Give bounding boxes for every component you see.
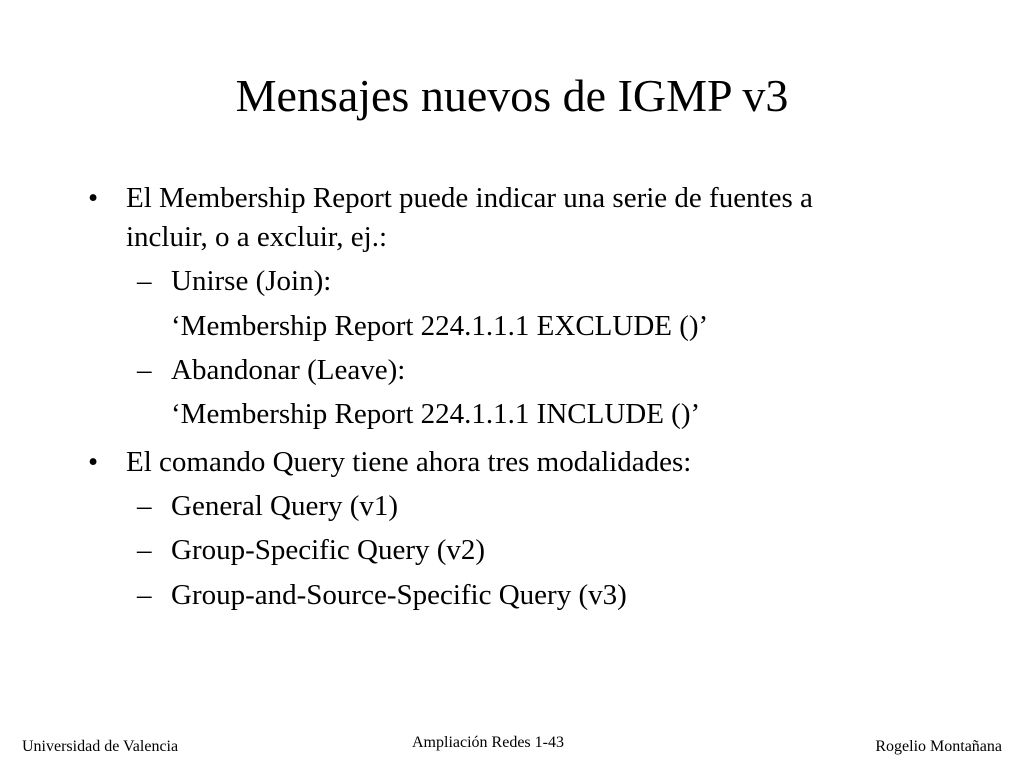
bullet-text-line: incluir, o a excluir, ej.:: [126, 221, 387, 253]
sub-bullet-marker: –: [137, 579, 152, 611]
sub-bullet-marker: –: [137, 265, 152, 297]
sub-bullet-marker: –: [137, 354, 152, 386]
slide-title: Mensajes nuevos de IGMP v3: [235, 70, 789, 121]
sub-bullet-detail: ‘Membership Report 224.1.1.1 INCLUDE ()’: [171, 398, 701, 430]
sub-bullet-detail: ‘Membership Report 224.1.1.1 EXCLUDE ()’: [171, 310, 709, 342]
sub-bullet-marker: –: [137, 490, 152, 522]
sub-bullet-text: Group-Specific Query (v2): [171, 534, 486, 566]
bullet-marker: •: [88, 446, 99, 478]
footer-center: Ampliación Redes 1-43: [412, 734, 564, 751]
sub-bullet-text: General Query (v1): [171, 490, 399, 522]
bullet-text: El comando Query tiene ahora tres modalidades:: [126, 446, 692, 478]
sub-bullet-marker: –: [137, 534, 152, 566]
sub-bullet-text: Unirse (Join):: [171, 265, 332, 297]
bullet-text-line: El Membership Report puede indicar una serie de fuentes a: [126, 182, 813, 214]
sub-bullet-text: Group-and-Source-Specific Query (v3): [171, 579, 627, 611]
bullet-marker: •: [88, 182, 99, 214]
footer-left: Universidad de Valencia: [22, 738, 179, 755]
sub-bullet-text: Abandonar (Leave):: [171, 354, 406, 386]
footer-right: Rogelio Montañana: [875, 738, 1002, 755]
